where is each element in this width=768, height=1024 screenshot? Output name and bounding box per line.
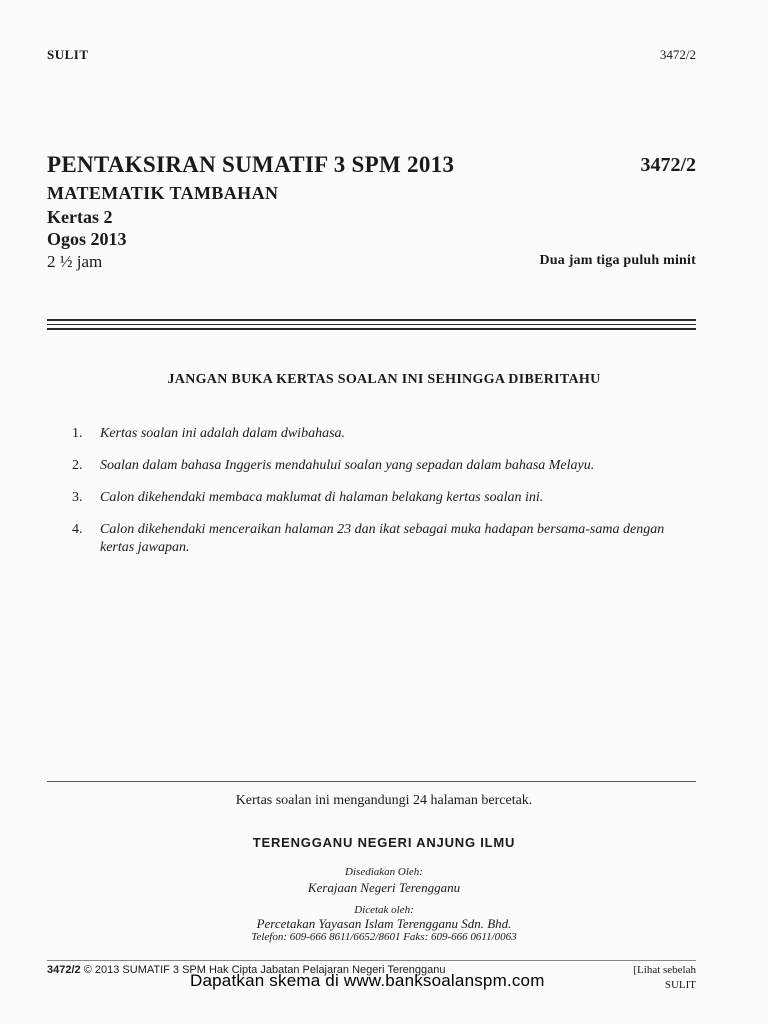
printed-by-name: Percetakan Yayasan Islam Terengganu Sdn. Bhd.	[256, 916, 512, 931]
instruction-text: Soalan dalam bahasa Inggeris mendahului soalan yang sepadan dalam bahasa Melayu.	[100, 458, 595, 473]
subject-name: MATEMATIK TAMBAHAN	[47, 183, 279, 203]
copyright-divider	[47, 960, 696, 961]
instruction-item	[72, 489, 692, 507]
exam-title: PENTAKSIRAN SUMATIF 3 SPM 2013	[47, 152, 455, 177]
exam-date: Ogos 2013	[47, 229, 127, 249]
watermark-text: Dapatkan skema di www.banksoalanspm.com	[190, 971, 545, 990]
exam-duration-words: Dua jam tiga puluh minit	[539, 253, 696, 268]
divider-line	[47, 328, 696, 330]
warning-notice: JANGAN BUKA KERTAS SOALAN INI SEHINGGA DIBERITAHU	[167, 372, 601, 387]
exam-duration: 2 ½ jam	[47, 252, 103, 271]
state-motto: TERENGGANU NEGERI ANJUNG ILMU	[252, 835, 516, 850]
instruction-number: 3.	[72, 490, 83, 505]
paper-code-main: 3472/2	[640, 154, 696, 176]
instruction-number: 2.	[72, 458, 83, 473]
instruction-item	[72, 425, 692, 443]
copyright-text: © 2013 SUMATIF 3 SPM Hak Cipta Jabatan Pelajaran Negeri Terengganu	[83, 964, 446, 976]
instruction-item	[72, 521, 692, 557]
next-page-note: [Lihat sebelah	[633, 964, 696, 976]
paper-number: Kertas 2	[47, 207, 113, 227]
instruction-number: 4.	[72, 522, 83, 537]
instruction-text: Calon dikehendaki menceraikan halaman 23 dan ikat sebagai muka hadapan bersama-sama dengan kertas jawapan.	[100, 522, 665, 555]
paper-code-top: 3472/2	[659, 47, 696, 62]
prepared-by-label: Disediakan Oleh:	[345, 866, 423, 878]
instruction-item	[72, 457, 692, 475]
printer-contact: Telefon: 609-666 8611/6652/8601 Faks: 609-666 0611/0063	[251, 931, 517, 943]
header-divider	[47, 319, 696, 333]
instructions-list	[72, 425, 692, 571]
classification-bottom: SULIT	[664, 979, 696, 991]
copyright-code: 3472/2	[47, 964, 81, 976]
prepared-by-name: Kerajaan Negeri Terengganu	[307, 880, 461, 895]
printed-by-label: Dicetak oleh:	[354, 904, 414, 916]
classification-top: SULIT	[47, 47, 89, 62]
divider-line	[47, 319, 696, 321]
page-count-note: Kertas soalan ini mengandungi 24 halaman bercetak.	[235, 793, 533, 808]
footer-divider	[47, 781, 696, 782]
divider-line	[47, 324, 696, 325]
instruction-number: 1.	[72, 426, 83, 441]
instruction-text: Calon dikehendaki membaca maklumat di halaman belakang kertas soalan ini.	[100, 490, 544, 505]
instruction-text: Kertas soalan ini adalah dalam dwibahasa.	[100, 426, 346, 441]
